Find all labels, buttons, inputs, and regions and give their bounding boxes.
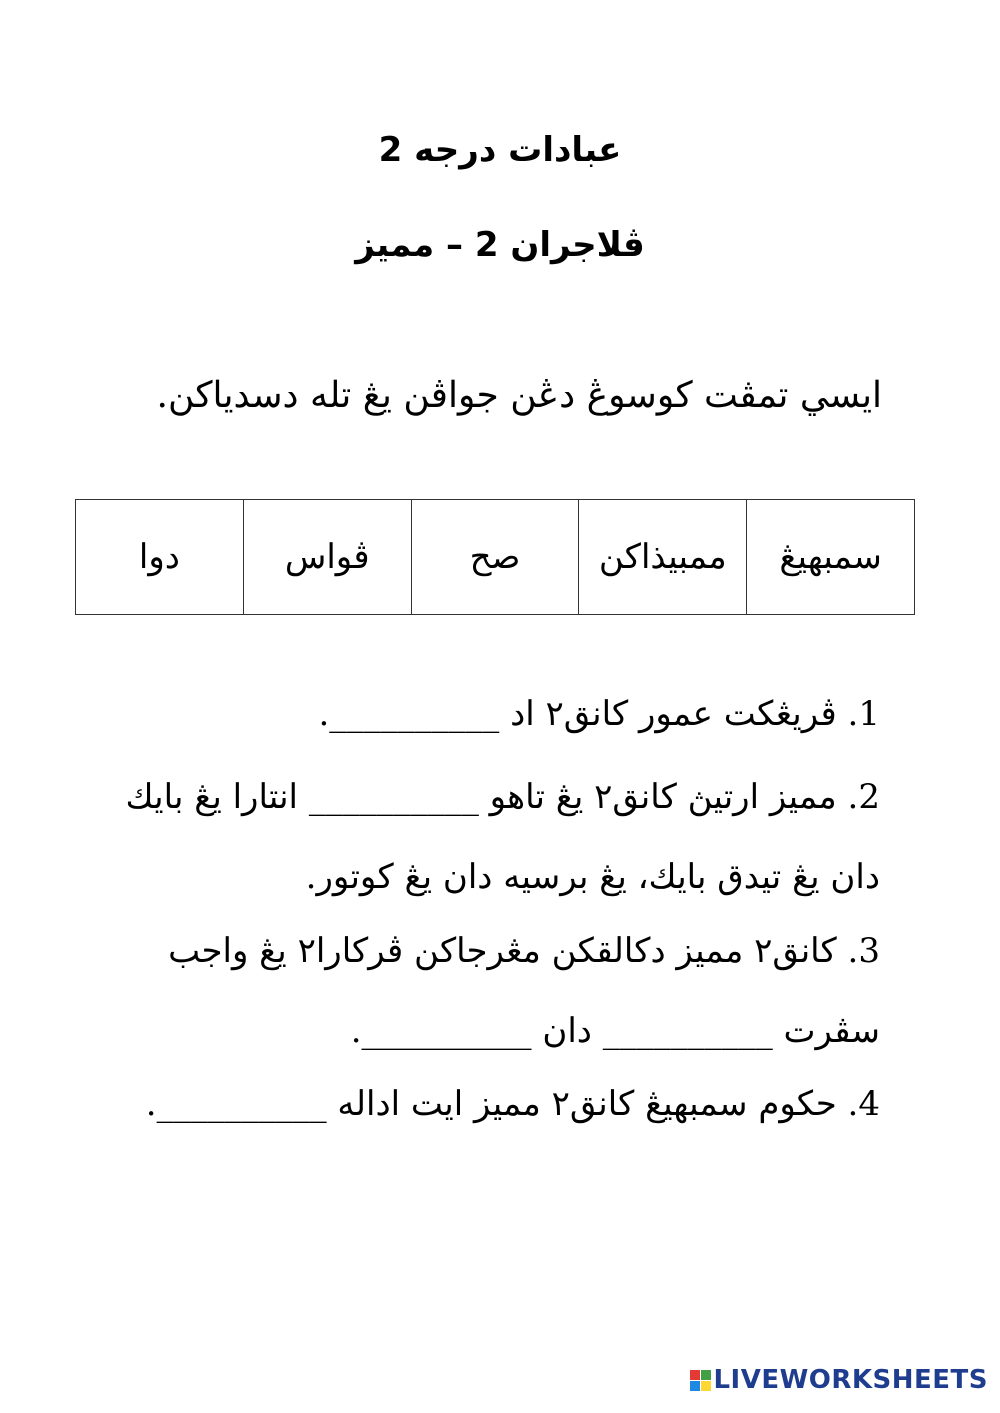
question-number: 3.	[847, 931, 880, 971]
question-text: حكوم سمبهيڠ كانق٢ مميز ايت اداله __________.	[145, 1084, 837, 1124]
question-1	[120, 674, 880, 754]
liveworksheets-logo-icon	[690, 1370, 711, 1391]
word-bank-table	[75, 499, 915, 615]
question-number: 1.	[847, 694, 880, 734]
question-number: 2.	[847, 777, 880, 817]
word-bank-cell: ڤواس	[243, 500, 411, 615]
word-bank-cell: دوا	[76, 500, 244, 615]
liveworksheets-branding	[690, 1365, 988, 1395]
worksheet-subtitle: ڤلاجران 2 – مميز	[355, 225, 645, 265]
question-number: 4.	[847, 1084, 880, 1124]
question-3	[120, 911, 880, 1071]
word-bank-row	[76, 500, 915, 615]
word-bank-cell: ممبيذاكن	[579, 500, 747, 615]
question-text: مميز ارتيڽ كانق٢ يڠ تاهو __________ انتارا يڠ بايك دان يڠ تيدق بايك، يڠ برسيه دان يڠ كوتور.	[125, 777, 880, 897]
question-2	[120, 757, 880, 917]
question-text: ڤريڠكت عمور كانق٢ اد __________.	[318, 694, 837, 734]
question-4	[120, 1064, 880, 1144]
instruction-text: ايسي تمڤت كوسوڠ دڠن جواڤن يڠ تله دسدياكن.	[156, 375, 882, 416]
question-text: كانق٢ مميز دكالقكن مڠرجاكن ڤركارا٢ يڠ واجب سڤرت __________ دان __________.	[168, 931, 880, 1051]
worksheet-title: عبادات درجه 2	[378, 130, 622, 170]
word-bank-cell: سمبهيڠ	[747, 500, 915, 615]
liveworksheets-brand-text: LIVEWORKSHEETS	[713, 1365, 988, 1395]
word-bank-cell: صح	[411, 500, 579, 615]
